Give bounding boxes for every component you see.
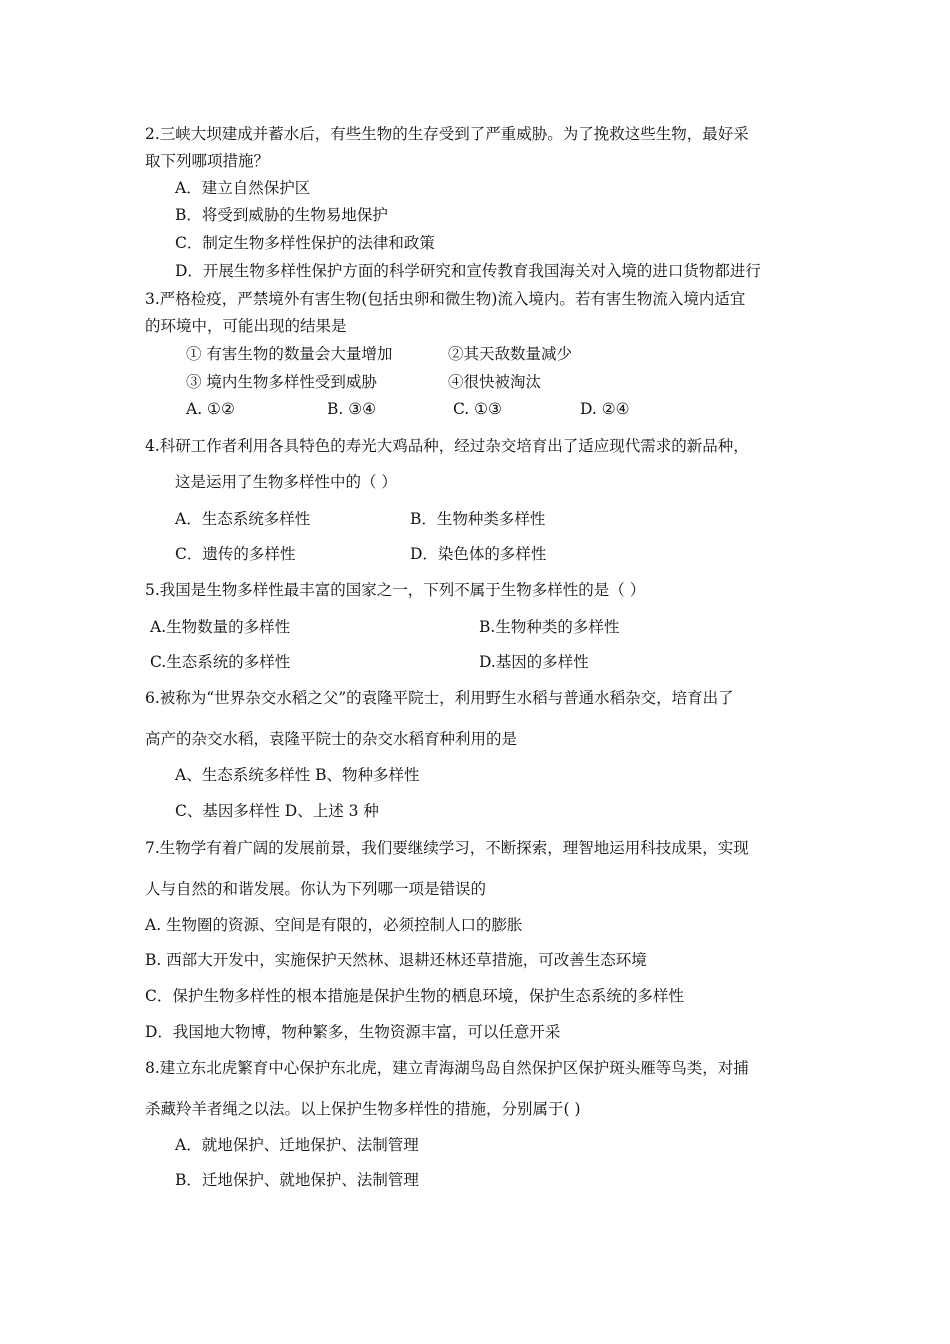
q3-statement-1: ① 有害生物的数量会大量增加 xyxy=(186,345,393,363)
q4-option-a: A．生态系统多样性 xyxy=(175,510,311,528)
q4-option-d: D．染色体的多样性 xyxy=(410,545,547,563)
q5-option-d: D.基因的多样性 xyxy=(479,653,589,671)
q2-option-c: C．制定生物多样性保护的法律和政策 xyxy=(175,234,435,252)
q3-statement-2: ②其天敌数量减少 xyxy=(448,345,573,363)
q8-stem-line2: 杀藏羚羊者绳之以法。以上保护生物多样性的措施，分别属于( ) xyxy=(145,1100,581,1118)
q3-option-c: C. ①③ xyxy=(453,400,502,418)
q6-stem-line1: 6.被称为“世界杂交水稻之父”的袁隆平院士，利用野生水稻与普通水稻杂交，培育出了 xyxy=(145,689,734,707)
q5-stem-line1: 5.我国是生物多样性最丰富的国家之一，下列不属于生物多样性的是（ ） xyxy=(145,581,646,599)
q2-option-a: A．建立自然保护区 xyxy=(175,179,311,197)
q2-option-d: D．开展生物多样性保护方面的科学研究和宣传教育我国海关对入境的进口货物都进行 xyxy=(175,262,761,280)
q6-options-ab: A、生态系统多样性 B、物种多样性 xyxy=(175,766,420,784)
q7-stem-line2: 人与自然的和谐发展。你认为下列哪一项是错误的 xyxy=(145,880,487,898)
q8-option-a: A．就地保护、迁地保护、法制管理 xyxy=(175,1136,419,1154)
q3-option-a: A. ①② xyxy=(186,400,235,418)
q3-stem-line1: 3.严格检疫，严禁境外有害生物(包括虫卵和微生物)流入境内。若有害生物流入境内适宜 xyxy=(145,290,746,308)
q2-stem-line1: 2.三峡大坝建成并蓄水后，有些生物的生存受到了严重威胁。为了挽救这些生物，最好采 xyxy=(145,125,749,143)
q2-option-b: B．将受到威胁的生物易地保护 xyxy=(175,206,388,224)
q4-stem-line2: 这是运用了生物多样性中的（ ） xyxy=(175,473,397,491)
q3-statement-4: ④很快被淘汰 xyxy=(448,373,542,391)
q4-option-c: C．遗传的多样性 xyxy=(175,545,296,563)
q8-option-b: B．迁地保护、就地保护、法制管理 xyxy=(175,1171,419,1189)
q7-option-b: B. 西部大开发中，实施保护天然林、退耕还林还草措施，可改善生态环境 xyxy=(145,951,647,969)
q3-option-b: B. ③④ xyxy=(327,400,377,418)
q8-stem-line1: 8.建立东北虎繁育中心保护东北虎，建立青海湖鸟岛自然保护区保护斑头雁等鸟类，对捕 xyxy=(145,1059,749,1077)
q5-option-a: A.生物数量的多样性 xyxy=(150,618,291,636)
q3-stem-line2: 的环境中，可能出现的结果是 xyxy=(145,317,347,335)
q7-option-a: A. 生物圈的资源、空间是有限的，必须控制人口的膨胀 xyxy=(145,916,523,934)
q4-stem-line1: 4.科研工作者利用各具特色的寿光大鸡品种，经过杂交培育出了适应现代需求的新品种， xyxy=(145,437,749,455)
q7-option-c: C．保护生物多样性的根本措施是保护生物的栖息环境，保护生态系统的多样性 xyxy=(145,987,684,1005)
q3-option-d: D. ②④ xyxy=(580,400,630,418)
q7-stem-line1: 7.生物学有着广阔的发展前景，我们要继续学习，不断探索，理智地运用科技成果，实现 xyxy=(145,839,749,857)
q6-options-cd: C、基因多样性 D、上述 3 种 xyxy=(175,802,379,820)
q3-statement-3: ③ 境内生物多样性受到威胁 xyxy=(186,373,377,391)
q6-stem-line2: 高产的杂交水稻，袁隆平院士的杂交水稻育种利用的是 xyxy=(145,730,518,748)
q5-option-b: B.生物种类的多样性 xyxy=(479,618,620,636)
q4-option-b: B．生物种类多样性 xyxy=(410,510,546,528)
q5-option-c: C.生态系统的多样性 xyxy=(150,653,291,671)
q7-option-d: D．我国地大物博，物种繁多，生物资源丰富，可以任意开采 xyxy=(145,1023,561,1041)
q2-stem-line2: 取下列哪项措施？ xyxy=(145,152,270,170)
